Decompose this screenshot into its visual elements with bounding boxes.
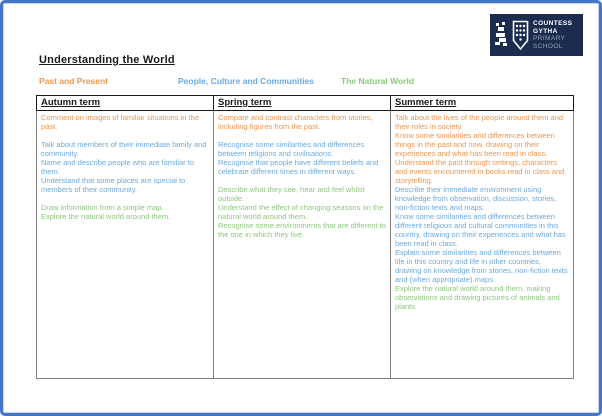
summer-term-cell	[391, 111, 574, 379]
curriculum-statement: Explain some similarities and differences between life in this country and life in other countries, drawing on knowledge from stories, non-fiction texts and (when appropriate) maps.	[395, 248, 568, 284]
legend-item: The Natural World	[341, 76, 415, 86]
school-name-line: SCHOOL	[533, 42, 563, 50]
curriculum-statement: Understand the effect of changing seasons on the natural world around them.	[218, 203, 384, 221]
strand-block-nature	[395, 284, 569, 311]
strand-block-past	[218, 113, 386, 131]
column-header-spring: Spring term	[214, 96, 391, 111]
page-title: Understanding the World	[39, 54, 175, 66]
curriculum-statement: Describe what they see, hear and feel whilst outside.	[218, 185, 365, 203]
school-logo	[490, 14, 583, 56]
column-header-summer: Summer term	[391, 96, 574, 111]
curriculum-statement: Describe their immediate environment using knowledge from observation, discussion, stories, non-fiction texts and maps.	[395, 185, 557, 212]
column-header-autumn: Autumn term	[37, 96, 214, 111]
curriculum-statement: Comment on images of familiar situations in the past.	[41, 113, 199, 131]
curriculum-statement: Recognise that people have different beliefs and celebrate different times in different ways.	[218, 158, 379, 176]
strand-block-past	[395, 113, 569, 185]
spring-term-cell	[214, 111, 391, 379]
school-name	[533, 20, 572, 50]
curriculum-statement: Explore the natural world around them.	[41, 212, 171, 221]
curriculum-statement: Talk about the lives of the people around them and their roles in society.	[395, 113, 564, 131]
strand-block-culture	[41, 140, 209, 194]
curriculum-statement: Recognise some environments that are different to the one in which they live.	[218, 221, 386, 239]
strand-block-nature	[218, 185, 386, 239]
crest-shield-icon	[512, 20, 529, 51]
curriculum-statement: Explore the natural world around them, making observations and drawing pictures of animals and plants.	[395, 284, 560, 311]
curriculum-statement: Draw information from a simple map.	[41, 203, 164, 212]
school-name-line: GYTHA	[533, 27, 558, 35]
curriculum-statement: Name and describe people who are familiar to them.	[41, 158, 194, 176]
strand-block-nature	[41, 203, 209, 221]
strand-block-past	[41, 113, 209, 131]
school-name-line: PRIMARY	[533, 35, 566, 42]
curriculum-statement: Know some similarities and differences between things in the past and now, drawing on their experiences and what has been read in class.	[395, 131, 555, 158]
strand-legend	[3, 76, 599, 88]
legend-item: People, Culture and Communities	[178, 76, 315, 86]
strand-block-culture	[395, 185, 569, 284]
curriculum-statement: Know some similarities and differences between different religious and cultural communities in this country, drawing on their experiences and what has been read in class.	[395, 212, 566, 248]
legend-item: Past and Present	[39, 76, 108, 86]
curriculum-statement: Compare and contrast characters from stories, including figures from the past.	[218, 113, 373, 131]
strand-block-culture	[218, 140, 386, 176]
curriculum-statement: Recognise some similarities and differences between religions and civilisations.	[218, 140, 365, 158]
table-body-row	[37, 111, 574, 379]
autumn-term-cell	[37, 111, 214, 379]
school-name-line: COUNTESS	[533, 20, 573, 27]
curriculum-statement: Understand that some places are special to members of their community.	[41, 176, 186, 194]
curriculum-statement: Talk about members of their immediate family and community.	[41, 140, 207, 158]
curriculum-table	[36, 95, 574, 379]
curriculum-statement: Understand the past through settings, characters and events encountered in books read in class and storytelling.	[395, 158, 565, 185]
table-header-row	[37, 96, 574, 111]
crest-lion-icon	[495, 22, 508, 48]
